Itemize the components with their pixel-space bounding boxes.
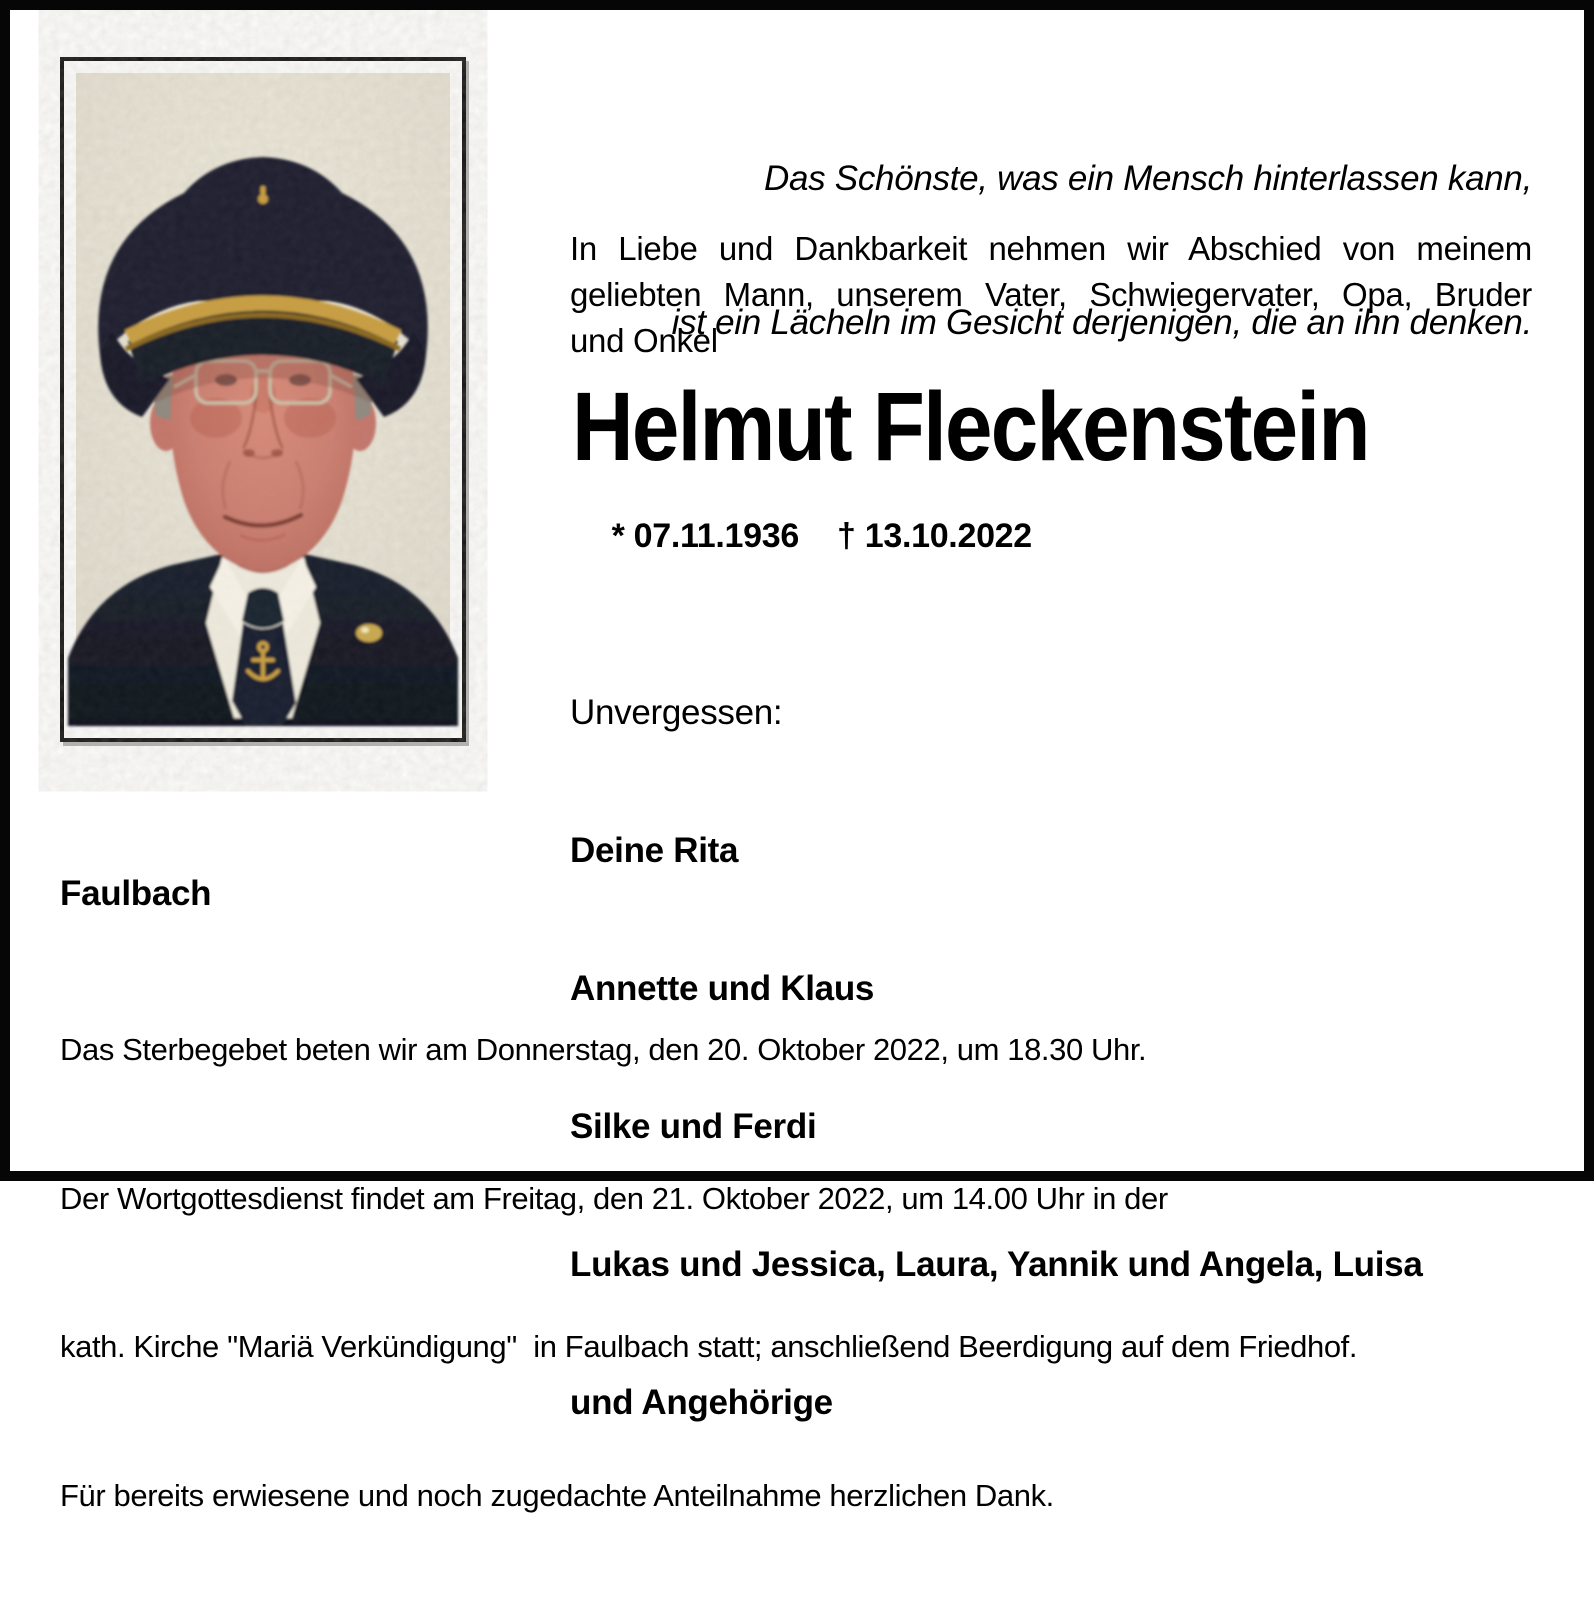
portrait-photo [76,73,450,726]
service-line-1: Das Sterbegebet beten wir am Donnerstag, den 20. Oktober 2022, um 18.30 Uhr. [60,1032,1147,1067]
mourner-line: Deine Rita [570,831,739,870]
birth-date: * 07.11.1936 [611,517,799,555]
portrait-photo-frame [60,57,466,742]
quote-line-2: ist ein Lächeln im Gesicht derjenigen, die an ihn denken. [671,303,1532,342]
mourner-line: Lukas und Jessica, Laura, Yannik und Angela, Luisa [570,1245,1423,1284]
quote-line-1: Das Schönste, was ein Mensch hinterlassen kann, [764,159,1532,198]
remembrance-heading: Unvergessen: [570,693,783,732]
deceased-name: Helmut Fleckenstein [572,372,1369,481]
photo-grain-overlay [76,73,450,726]
farewell-line-2: geliebten Mann, unserem Vater, Schwiegervater, Opa, Bruder [570,276,1532,313]
mourner-line: Silke und Ferdi [570,1107,817,1146]
location-label: Faulbach [60,874,212,913]
service-line-2: Der Wortgottesdienst findet am Freitag, den 21. Oktober 2022, um 14.00 Uhr in der [60,1180,1168,1216]
life-dates [575,478,1032,595]
service-line-3: kath. Kirche "Mariä Verkündigung" in Faulbach statt; anschließend Beerdigung auf dem Friedhof. [60,1329,1358,1364]
service-information [60,926,1357,1619]
farewell-line-1: In Liebe und Dankbarkeit nehmen wir Abschied von meinem [570,230,1532,267]
death-date: † 13.10.2022 [836,517,1032,555]
mourner-line: und Angehörige [570,1383,833,1422]
mourner-line: Annette und Klaus [570,969,875,1008]
farewell-paragraph [570,226,1532,364]
service-line-4: Für bereits erwiesene und noch zugedachte Anteilnahme herzlichen Dank. [60,1477,1054,1513]
farewell-line-3: und Onkel [570,322,718,359]
